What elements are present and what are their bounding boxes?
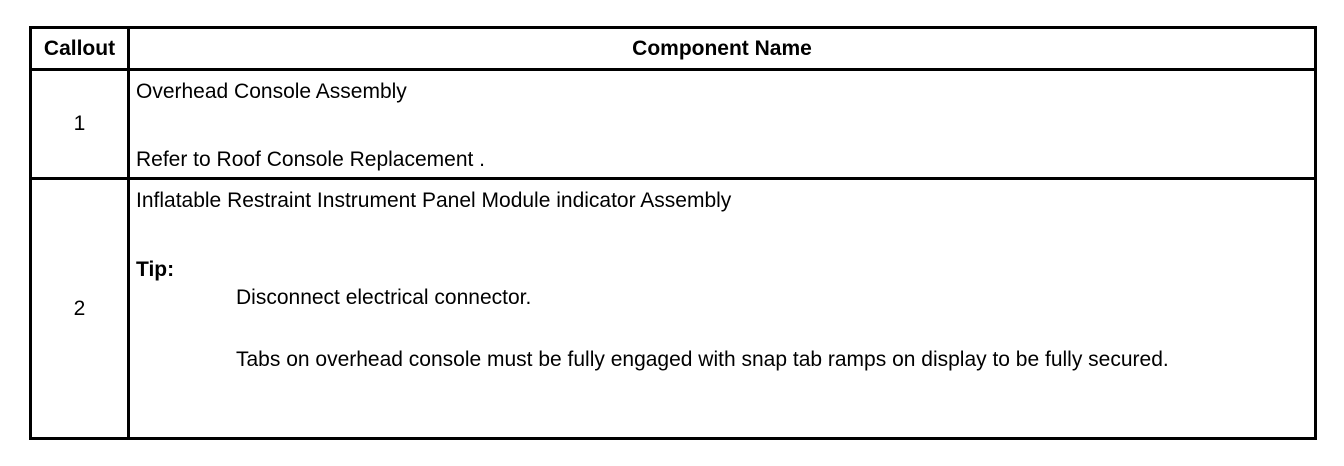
column-divider [127, 29, 130, 437]
row-2-component-name: Inflatable Restraint Instrument Panel Module indicator Assembly [136, 189, 732, 212]
row-divider [32, 177, 1314, 180]
tip-label: Tip: [136, 258, 175, 281]
header-component-name: Component Name [632, 36, 812, 60]
row-1-reference-note: Refer to Roof Console Replacement . [136, 148, 486, 171]
row-1-callout: 1 [73, 112, 86, 135]
header-callout: Callout [43, 36, 116, 60]
tip-text-1: Disconnect electrical connector. [236, 286, 532, 309]
row-1-component-name: Overhead Console Assembly [136, 80, 407, 103]
tip-text-2: Tabs on overhead console must be fully engaged with snap tab ramps on display to be fully secured. [236, 348, 1169, 371]
row-2-callout: 2 [73, 296, 86, 320]
component-table [29, 26, 1317, 440]
header-divider [32, 68, 1314, 71]
